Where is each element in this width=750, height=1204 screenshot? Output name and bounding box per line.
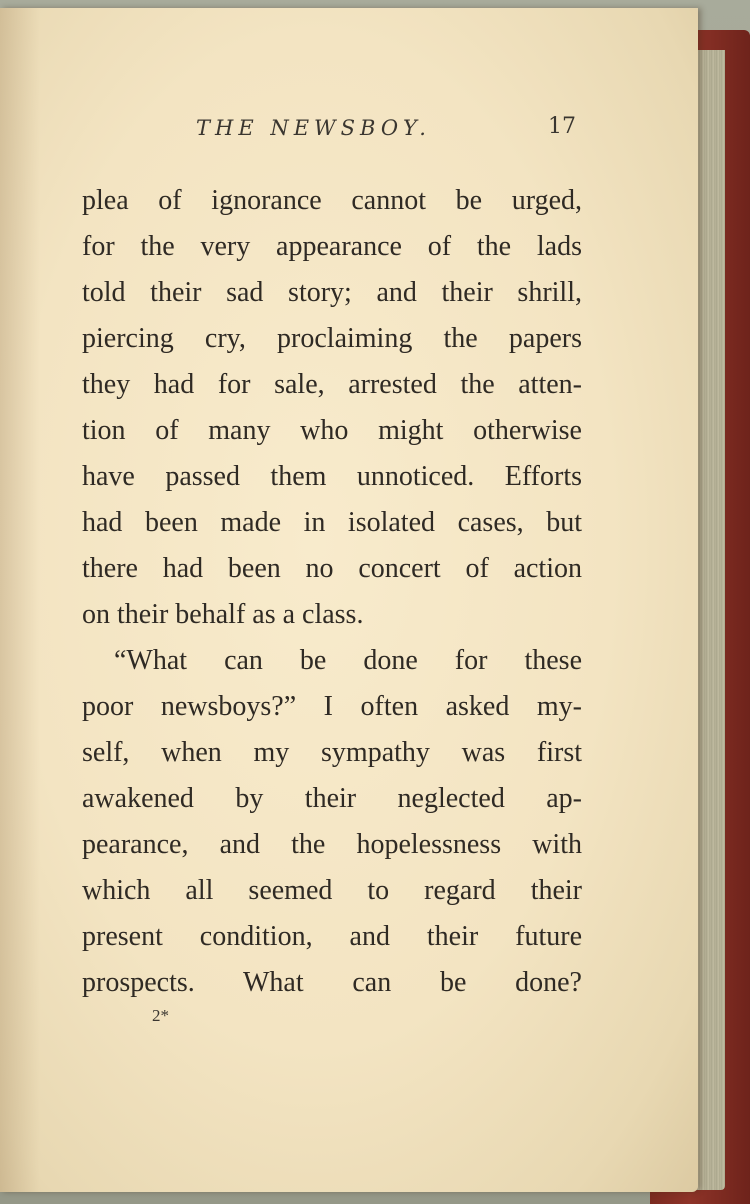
text-line: plea of ignorance cannot be urged,	[82, 185, 582, 216]
text-line: present condition, and their future	[82, 921, 582, 952]
text-line: awakened by their neglected ap-	[82, 783, 582, 814]
text-line: tion of many who might otherwise	[82, 415, 582, 446]
text-line: “What can be done for these	[114, 645, 582, 676]
text-line: for the very appearance of the lads	[82, 231, 582, 262]
text-line: on their behalf as a class.	[82, 599, 364, 630]
signature-mark: 2*	[152, 1006, 169, 1025]
text-line: which all seemed to regard their	[82, 875, 582, 906]
text-line: piercing cry, proclaiming the papers	[82, 323, 582, 354]
page-number: 17	[548, 114, 576, 139]
text-line: poor newsboys?” I often asked my-	[82, 691, 582, 722]
text-line: had been made in isolated cases, but	[82, 507, 582, 538]
text-line: have passed them unnoticed. Efforts	[82, 461, 582, 492]
text-line: prospects. What can be done?	[82, 967, 582, 998]
body-text	[82, 178, 582, 1006]
text-line: pearance, and the hopelessness with	[82, 829, 582, 860]
running-title: THE NEWSBOY.	[196, 116, 431, 140]
spine-shadow	[0, 8, 40, 1192]
text-line: told their sad story; and their shrill,	[82, 277, 582, 308]
text-line: they had for sale, arrested the atten-	[82, 369, 582, 400]
text-line: self, when my sympathy was first	[82, 737, 582, 768]
text-line: there had been no concert of action	[82, 553, 582, 584]
